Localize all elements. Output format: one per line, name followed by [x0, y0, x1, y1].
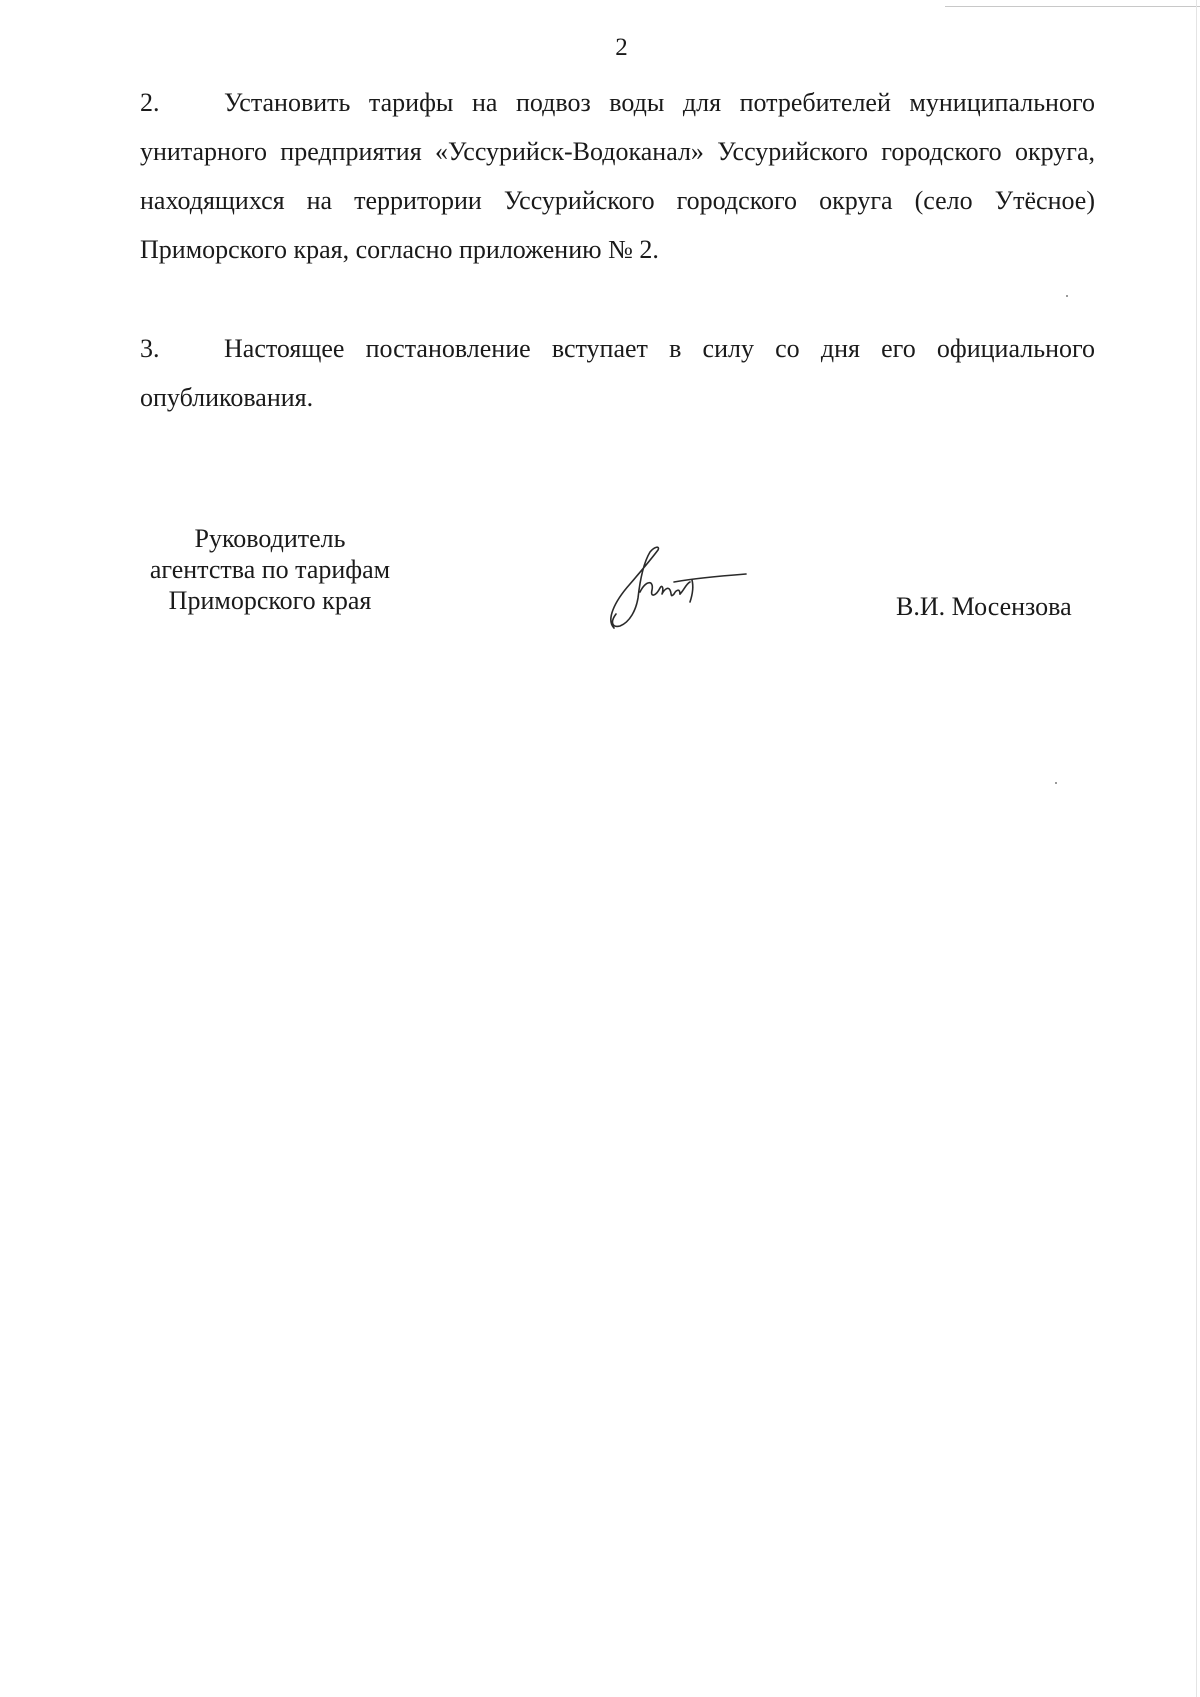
page-number: 2 [615, 34, 628, 61]
signatory-title-line: агентства по тарифам [149, 555, 391, 584]
paragraph-number: 2. [140, 88, 160, 117]
paragraph-text: Настоящее постановление вступает в силу со дня его официального опубликования. [140, 334, 1095, 412]
signatory-title-line: Руководитель [194, 524, 346, 553]
scan-edge-top [945, 6, 1200, 7]
signatory-title [120, 523, 420, 616]
handwritten-signature [600, 540, 750, 630]
paragraph-2 [140, 78, 1095, 274]
signer-name: В.И. Мосензова [896, 592, 1072, 621]
scan-speck [1055, 782, 1057, 784]
scan-speck [1066, 295, 1068, 297]
paragraph-text: Установить тарифы на подвоз воды для потребителей муниципального унитарного предприятия «Уссурийск-Водоканал» Уссурийского городского округа, находящихся на территории Уссурийского городского округа (село Утёсное) Приморского края, согласно приложению № 2. [140, 88, 1095, 264]
paragraph-3 [140, 324, 1095, 422]
paragraph-number: 3. [140, 334, 160, 363]
scan-edge-right [1196, 0, 1197, 1697]
signatory-title-line: Приморского края [168, 586, 372, 615]
